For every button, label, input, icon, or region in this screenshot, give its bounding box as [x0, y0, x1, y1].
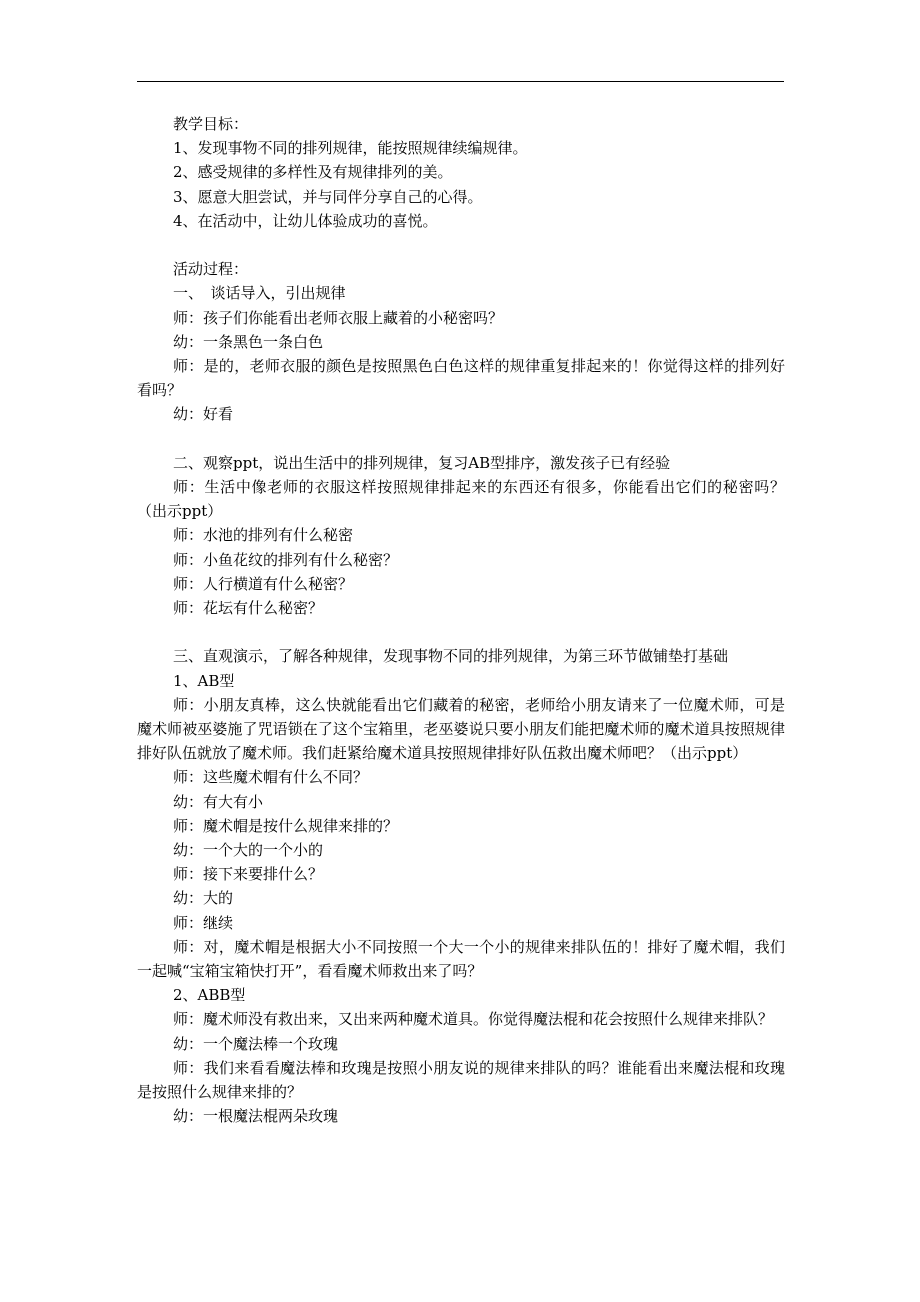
paragraph: 幼：一根魔法棍两朵玫瑰 — [173, 1107, 339, 1126]
paragraph: 一、 谈话导入，引出规律 — [173, 284, 346, 303]
document-body — [137, 112, 785, 1128]
paragraph: 师：魔术帽是按什么规律来排的？ — [173, 816, 399, 835]
paragraph: 师：魔术师没有救出来，又出来两种魔术道具。你觉得魔法棍和花会按照什么规律来排队？ — [173, 1010, 774, 1029]
paragraph: 幼：好看 — [173, 405, 234, 424]
paragraph: 4、在活动中，让幼儿体验成功的喜悦。 — [173, 211, 438, 230]
header-rule — [137, 81, 784, 82]
paragraph: 幼：一条黑色一条白色 — [173, 332, 324, 351]
paragraph: 1、AB型 — [173, 671, 235, 690]
blank-line — [137, 427, 785, 451]
paragraph: 师：人行横道有什么秘密？ — [173, 574, 354, 593]
paragraph: 2、ABB型 — [173, 986, 246, 1005]
paragraph: 1、发现事物不同的排列规律，能按照规律续编规律。 — [173, 139, 528, 158]
paragraph: 幼：一个魔法棒一个玫瑰 — [173, 1034, 339, 1053]
paragraph: 师：小鱼花纹的排列有什么秘密？ — [173, 550, 399, 569]
paragraph: 幼：有大有小 — [173, 792, 264, 811]
paragraph: 2、感受规律的多样性及有规律排列的美。 — [173, 163, 453, 182]
paragraph: 师：生活中像老师的衣服这样按照规律排起来的东西还有很多，你能看出它们的秘密吗？（出示ppt） — [137, 478, 785, 521]
paragraph: 师：对，魔术帽是根据大小不同按照一个大一个小的规律来排队伍的！排好了魔术帽，我们一起喊“宝箱宝箱快打开”，看看魔术师救出来了吗？ — [137, 937, 785, 981]
paragraph: 师：继续 — [173, 913, 234, 932]
paragraph: 二、观察ppt，说出生活中的排列规律，复习AB型排序，激发孩子已有经验 — [173, 453, 671, 472]
paragraph: 幼：一个大的一个小的 — [173, 841, 324, 860]
paragraph: 师：我们来看看魔法棒和玫瑰是按照小朋友说的规律来排队的吗？谁能看出来魔法棍和玫瑰是按照什么规律来排的？ — [137, 1058, 785, 1102]
paragraph: 师：水池的排列有什么秘密 — [173, 526, 354, 545]
paragraph: 教学目标： — [173, 115, 249, 133]
paragraph: 师：小朋友真棒，这么快就能看出它们藏着的秘密，老师给小朋友请来了一位魔术师，可是魔术师被巫婆施了咒语锁在了这个宝箱里，老巫婆说只要小朋友们能把魔术师的魔术道具按照规律排好队伍就放了魔术师。我们赶紧给魔术道具按照规律排好队伍救出魔术师吧？（出示ppt） — [137, 695, 785, 763]
blank-line — [137, 233, 785, 257]
paragraph: 师：这些魔术帽有什么不同？ — [173, 768, 369, 787]
paragraph: 3、愿意大胆尝试，并与同伴分享自己的心得。 — [173, 187, 483, 206]
blank-line — [137, 620, 785, 644]
paragraph: 幼：大的 — [173, 889, 234, 908]
paragraph: 师：孩子们你能看出老师衣服上藏着的小秘密吗？ — [173, 308, 504, 327]
paragraph: 师：花坛有什么秘密？ — [173, 599, 324, 618]
paragraph: 师：是的，老师衣服的颜色是按照黑色白色这样的规律重复排起来的！你觉得这样的排列好看吗？ — [137, 357, 785, 400]
paragraph: 三、直观演示，了解各种规律，发现事物不同的排列规律，为第三环节做铺垫打基础 — [173, 647, 729, 666]
paragraph: 活动过程： — [173, 260, 249, 279]
paragraph: 师：接下来要排什么？ — [173, 865, 324, 884]
